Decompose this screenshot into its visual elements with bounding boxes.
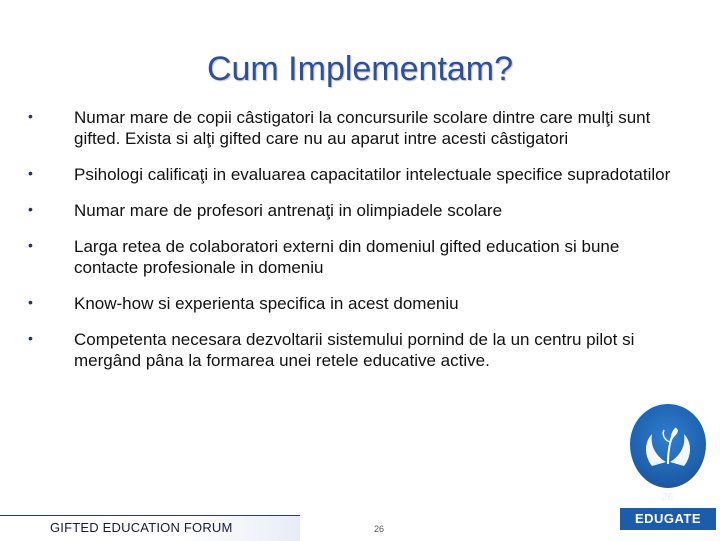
logo-slide-number: 26	[662, 492, 674, 503]
edugate-logo	[620, 404, 716, 530]
bullet-icon: •	[28, 108, 33, 124]
footer-label: GIFTED EDUCATION FORUM	[50, 520, 233, 535]
list-item	[24, 164, 674, 185]
list-item	[24, 293, 674, 314]
bullet-text: Numar mare de profesori antrenaţi in olimpiadele scolare	[74, 201, 503, 220]
bullet-icon: •	[28, 237, 33, 253]
list-item	[24, 329, 674, 371]
page-number: 26	[374, 524, 385, 534]
list-item	[24, 107, 674, 149]
bullet-text: Know-how si experienta specifica in acest domeniu	[74, 294, 459, 313]
bullet-text: Larga retea de colaboratori externi din domeniul gifted education si bune contacte profesionale in domeniu	[74, 237, 620, 277]
bullet-text: Numar mare de copii câstigatori la concursurile scolare dintre care mulţi sunt gifted. Exista si alţi gifted care nu au aparut intre acesti câstigatori	[74, 108, 651, 148]
bullet-icon: •	[28, 330, 33, 346]
bullet-text: Competenta necesara dezvoltarii sistemului pornind de la un centru pilot si mergând pâna la formarea unei retele educative active.	[74, 330, 635, 370]
bullet-icon: •	[28, 165, 33, 181]
logo-badge	[630, 404, 706, 488]
bullet-icon: •	[28, 294, 33, 310]
snowdrop-icon	[630, 404, 706, 488]
footer-divider	[0, 515, 300, 516]
bullet-icon: •	[28, 201, 33, 217]
logo-text: EDUGATE	[620, 508, 716, 530]
bullet-text: Psihologi calificaţi in evaluarea capacitatilor intelectuale specifice supradotatilor	[74, 165, 671, 184]
list-item	[24, 236, 674, 278]
slide-title: Cum Implementam?	[206, 50, 514, 88]
list-item	[24, 200, 674, 221]
bullet-list	[24, 107, 674, 385]
